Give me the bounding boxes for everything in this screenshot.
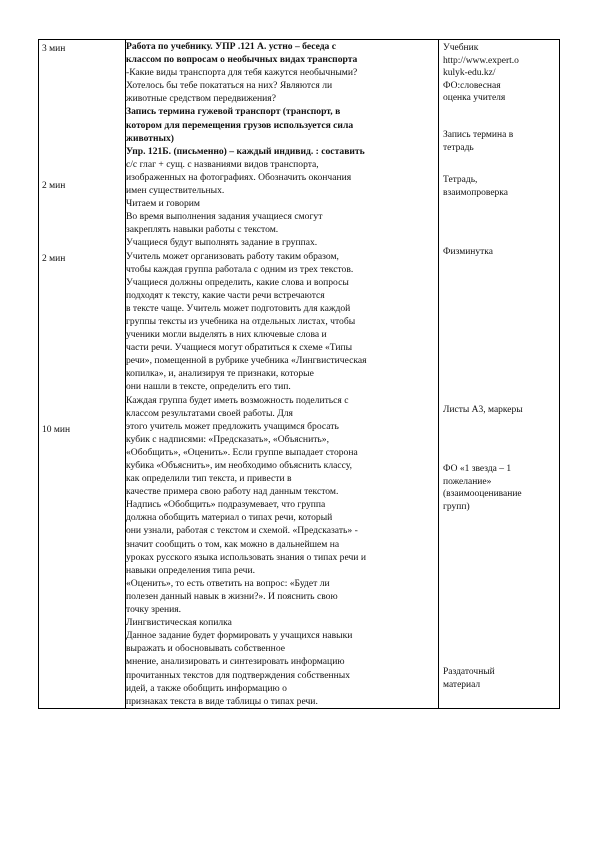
text-line: в тексте чаще. Учитель может подготовить для каждой — [126, 302, 351, 314]
text-line: они нашли в тексте, определить его тип. — [126, 381, 291, 393]
text-line: -Какие виды транспорта для тебя кажутся необычными? — [126, 67, 358, 79]
resource-line: Раздаточный — [443, 667, 495, 677]
resource-line: тетрадь — [443, 142, 474, 153]
text-line: котором для перемещения грузов используется сила — [126, 119, 354, 131]
text-line: Данное задание будет формировать у учащихся навыки — [126, 630, 353, 642]
text-line: Запись термина гужевой транспорт (транспорт, в — [126, 106, 341, 118]
text-line: животных) — [126, 132, 174, 144]
text-line: чтобы каждая группа работала с одним из трех текстов. — [126, 263, 354, 275]
text-line: подходят к тексту, какие части речи встречаются — [126, 289, 325, 301]
text-line: качестве примера свою работу над данным текстом. — [126, 486, 339, 498]
text-line: точку зрения. — [126, 604, 182, 616]
lesson-plan-table — [38, 39, 560, 709]
text-line: выражать и обосновывать собственное — [126, 643, 285, 655]
resource-line: Запись термина в — [443, 130, 514, 140]
text-line: полезен данный навык в жизни?». И пояснить свою — [126, 590, 338, 602]
text-line: должна обобщить материал о типах речи, который — [126, 512, 333, 524]
resource-peer-assessment — [443, 463, 522, 513]
resource-line: Листы А3, маркеры — [443, 405, 523, 415]
text-line: Упр. 121Б. (письменно) – каждый индивид. : составить — [126, 145, 365, 157]
text-line: имен существительных. — [126, 185, 225, 197]
text-line: «Оценить», то есть ответить на вопрос: «Будет ли — [126, 577, 330, 589]
resource-textbook — [443, 42, 519, 105]
text-line: Каждая группа будет иметь возможность поделиться с — [126, 394, 349, 406]
text-line: Надпись «Обобщить» подразумевает, что группа — [126, 499, 326, 511]
resource-physical-break — [443, 246, 493, 259]
text-line: закреплять навыки работы с текстом. — [126, 224, 279, 236]
lesson-text — [126, 40, 438, 708]
resource-line: ФО:словесная — [443, 80, 501, 91]
text-line: копилка», и, анализируя те признаки, которые — [126, 368, 314, 380]
text-line: значит сообщить о том, как можно в дальнейшем на — [126, 538, 340, 550]
text-line: Во время выполнения задания учащиеся смогут — [126, 211, 323, 223]
text-line: с/с глаг + сущ. с названиями видов транспорта, — [126, 158, 319, 170]
text-line: ученики могли выделять в них ключевые слова и — [126, 329, 327, 341]
resource-line: ФО «1 звезда – 1 — [443, 464, 512, 474]
text-line: уроках русского языка использовать знания о типах речи и — [126, 551, 366, 563]
time-cell-1: 3 мин — [42, 44, 66, 54]
text-line: этого учитель может предложить учащимся бросать — [126, 420, 339, 432]
resource-peer-check — [443, 174, 508, 199]
text-line: прочитанных текстов для подтверждения собственных — [126, 669, 351, 681]
lesson-content — [126, 40, 439, 709]
text-line: Лингвистическая копилка — [126, 617, 232, 629]
resource-line: (взаимооценивание — [443, 489, 522, 500]
table-row — [39, 40, 560, 709]
text-line: части речи. Учащиеся могут обратиться к схеме «Типы — [126, 342, 353, 354]
time-column — [39, 40, 126, 709]
resource-term-notebook — [443, 129, 513, 154]
time-cell-3: 2 мин — [42, 254, 66, 264]
resource-line: http://www.expert.o — [443, 55, 519, 66]
resource-line: оценка учителя — [443, 93, 506, 104]
text-line: Хотелось бы тебе покататься на них? Являются ли — [126, 80, 333, 92]
text-line: Учитель может организовать работу таким образом, — [126, 250, 339, 262]
text-line: Учащиеся будут выполнять задание в группах. — [126, 237, 318, 249]
text-line: Читаем и говорим — [126, 198, 200, 210]
text-line: Работа по учебнику. УПР .121 А. устно – беседа с — [126, 41, 337, 52]
text-line: изображенных на фотографиях. Обозначить окончания — [126, 171, 352, 183]
text-line: «Обобщить», «Оценить». Если группе выпадает сторона — [126, 446, 358, 458]
resource-line: взаимопроверка — [443, 187, 508, 198]
text-line: признаках текста в виде таблицы о типах речи. — [126, 695, 318, 707]
text-line: навыки определения типа речи. — [126, 564, 255, 576]
resource-line: kulyk-edu.kz/ — [443, 68, 496, 79]
text-line: группы тексты из учебника на отдельных листах, чтобы — [126, 315, 356, 327]
resources-column — [439, 40, 560, 709]
time-cell-4: 10 мин — [42, 425, 71, 435]
resource-line: Физминутка — [443, 247, 493, 257]
text-line: идей, а также обобщить информацию о — [126, 682, 287, 694]
text-line: классом результатами своей работы. Для — [126, 407, 293, 419]
resource-line: Учебник — [443, 43, 479, 53]
resource-line: материал — [443, 679, 481, 690]
text-line: они узнали, работая с текстом и схемой. «Предсказать» - — [126, 525, 358, 537]
text-line: кубик с надписями: «Предсказать», «Объяснить», — [126, 433, 329, 445]
text-line: Учащиеся должны определить, какие слова и вопросы — [126, 276, 349, 288]
text-line: мнение, анализировать и синтезировать информацию — [126, 656, 345, 668]
text-line: животные средством передвижения? — [126, 93, 276, 105]
resource-line: групп) — [443, 501, 470, 512]
text-line: речи», помещенной в рубрике учебника «Лингвистическая — [126, 355, 367, 367]
resource-line: пожелание» — [443, 476, 492, 487]
resource-line: Тетрадь, — [443, 175, 478, 185]
text-line: как определили тип текста, и привести в — [126, 473, 292, 485]
time-cell-2: 2 мин — [42, 181, 66, 191]
resource-sheets-markers — [443, 404, 523, 417]
text-line: кубика «Объяснить», им необходимо объяснить классу, — [126, 460, 352, 471]
text-line: классом по вопросам о необычных видах транспорта — [126, 54, 358, 66]
resource-handout — [443, 666, 495, 691]
